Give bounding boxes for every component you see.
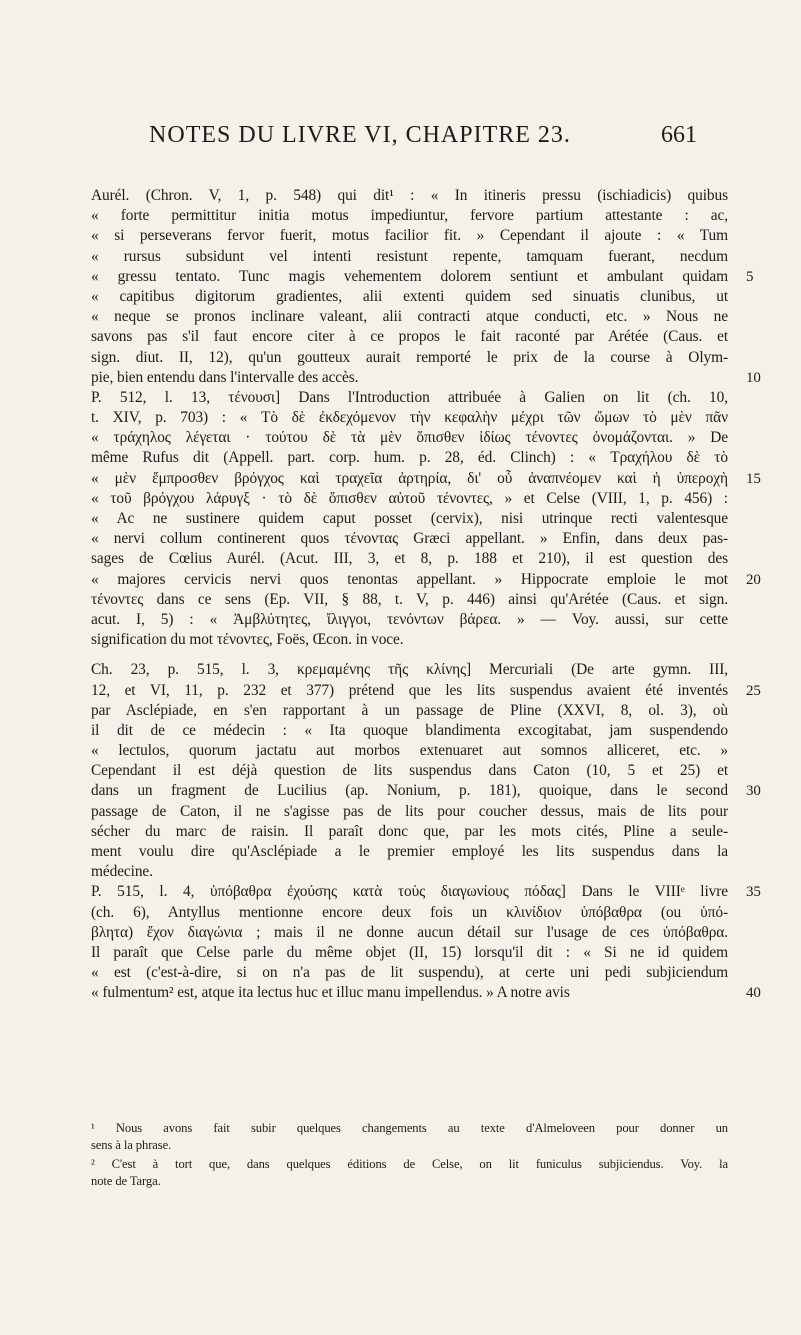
line-text: passage de Caton, il ne s'agisse pas de lits pour coucher dessus, mais de lits pour [91,802,728,820]
line-text: « neque se pronos inclinare valeant, alii contracti atque conducti, etc. » Nous ne [91,308,728,326]
line-number: 20 [746,571,761,588]
text-line [91,882,761,902]
line-text: « forte permittitur initia motus impediuntur, fervore partium attestante : ac, [91,207,728,225]
text-line [91,590,728,610]
line-text: « lectulos, quorum jactatu aut morbos extenuaret aut somnos alliceret, etc. » [91,742,728,760]
line-text: sécher du marc de raisin. Il paraît donc que, par les mots cités, Pline a seule- [91,822,728,840]
text-line [91,681,761,701]
text-line [91,267,754,287]
text-line [91,570,761,590]
text-line [91,287,728,307]
line-number: 25 [746,682,761,699]
text-line [91,610,728,630]
text-line [91,448,728,468]
line-text: P. 512, l. 13, τένουσι] Dans l'Introduction attribuée à Galien on lit (ch. 10, [91,388,728,406]
line-text: pie, bien entendu dans l'intervalle des accès. [91,368,359,386]
text-line [91,630,728,650]
text-line [91,307,728,327]
line-text: « Ac ne sustinere quidem caput posset (cervix), nisi utrinque recti valentesque [91,510,728,527]
line-number: 40 [746,985,761,1002]
line-text: « est (c'est-à-dire, si on n'a pas de lit suspendu), at certe uni pedi subjiciendum [91,964,728,982]
line-text: « si perseverans fervor fuerit, motus facilior fit. » Cependant il ajoute : « Tum [91,227,728,245]
line-text: « majores cervicis nervi quos tenontas appellant. » Hippocrate emploie le mot [91,570,728,588]
text-line [91,923,728,943]
text-line [91,489,728,509]
line-text: Cependant il est déjà question de lits suspendus dans Caton (10, 5 et 25) et [91,762,728,780]
text-line [91,822,728,842]
text-line [91,186,728,206]
text-line [91,428,728,448]
text-line [91,983,761,1003]
line-text: « gressu tentato. Tunc magis vehementem dolorem sentiunt et ambulant quidam [91,267,728,285]
line-text: « capitibus digitorum gradientes, alii extenti quidem sed sinuatis clunibus, ut [91,287,728,305]
line-text: acut. I, 5) : « Ἀμβλύτητες, ἴλιγγοι, τενόντων βάρεα. » — Voy. aussi, sur cette [91,610,728,628]
text-line [91,660,728,680]
text-line [91,247,728,267]
line-text: τένοντες dans ce sens (Ep. VII, § 88, t. V, p. 446) ainsi qu'Arétée (Caus. et sign. [91,590,728,608]
line-text: signification du mot τένοντες, Foës, Œcon. in voce. [91,631,404,649]
paragraph [91,660,761,1003]
line-text: savons pas s'il faut encore citer à ce propos le fait raconté par Arétée (Caus. et [91,328,728,346]
page-number: 661 [661,122,697,148]
text-line [91,368,761,388]
line-text: dans un fragment de Lucilius (ap. Nonium, p. 181), quoique, dans le second [91,782,728,800]
paragraph [91,186,761,650]
line-number: 5 [746,268,754,285]
footnote-line: note de Targa. [91,1174,161,1188]
text-line [91,348,728,368]
footnote [91,1156,728,1190]
text-line [91,802,728,822]
line-text: même Rufus dit (Appell. part. corp. hum. p. 28, éd. Clinch) : « Τραχήλου δὲ τὸ [91,449,728,467]
text-line [91,509,728,529]
text-line [91,529,728,549]
line-text: 12, et VI, 11, p. 232 et 377) prétend que les lits suspendus avaient été inventés [91,681,728,699]
footnote-line: ¹ Nous avons fait subir quelques changements au texte d'Almeloveen pour donner un [91,1121,728,1135]
line-number: 35 [746,884,761,901]
text-line [91,327,728,347]
text-line [91,943,728,963]
footnote [91,1120,728,1154]
text-line [91,701,728,721]
line-text: sages de Cœlius Aurél. (Acut. III, 3, et 8, p. 188 et 210), il est question des [91,550,728,568]
line-text: P. 515, l. 4, ὑπόβαθρα ἐχούσης κατὰ τοὺς διαγωνίους πόδας] Dans le VIIIᵉ livre [91,883,728,901]
line-text: « fulmentum² est, atque ita lectus huc et illuc manu impellendus. » A notre avis [91,984,570,1002]
line-text: ment voulu dire qu'Asclépiade a le premier employé les lits suspendus dans la [91,843,728,860]
text-line [91,206,728,226]
line-text: « nervi collum continerent quos τένοντας Græci appellant. » Enfin, dans deux pas- [91,530,728,548]
text-line [91,721,728,741]
line-text: par Asclépiade, en s'en rapportant à un passage de Pline (XXVI, 8, ol. 3), où [91,701,728,719]
footnotes [91,1120,728,1190]
text-line [91,903,728,923]
line-number: 15 [746,470,761,487]
line-text: t. XIV, p. 703) : « Τὸ δὲ ἐκδεχόμενον τὴν κεφαλὴν μέχρι τῶν ὤμων τὸ μὲν πᾶν [91,409,728,427]
line-text: Il paraît que Celse parle du même objet (II, 15) lorsqu'il dit : « Si ne id quidem [91,943,728,961]
line-text: « μὲν ἔμπροσθεν βρόγχος καὶ τραχεῖα ἀρτηρία, δι' οὗ ἀναπνέομεν καὶ ἡ ὑπεροχὴ [91,469,728,487]
text-line [91,226,728,246]
body-text [91,186,761,1004]
text-line [91,741,728,761]
text-line [91,388,728,408]
line-text: βλητα) ἔχον διαγώνια ; mais il ne donne aucun détail sur l'usage de ces ὑπόβαθρα. [91,923,728,941]
footnote-line: ² C'est à tort que, dans quelques éditions de Celse, on lit funiculus subjiciendus. Voy. la [91,1157,728,1171]
text-line [91,469,761,489]
text-line [91,408,728,428]
line-text: « rursus subsidunt vel intenti resistunt repente, tamquam fuerant, necdum [91,247,728,265]
line-number: 10 [746,369,761,386]
text-line [91,842,728,862]
line-text: (ch. 6), Antyllus mentionne encore deux fois un κλινίδιον ὑπόβαθρα (ou ὑπό- [91,903,728,921]
footnote-line: sens à la phrase. [91,1138,172,1152]
line-text: médecine. [91,863,153,881]
running-title: NOTES DU LIVRE VI, CHAPITRE 23. [149,122,571,148]
line-text: Aurél. (Chron. V, 1, p. 548) qui dit¹ : « In itineris pressu (ischiadicis) quibus [91,187,728,204]
line-text: sign. diut. II, 12), qu'un goutteux aurait remporté le prix de la course à Olym- [91,348,728,366]
line-number: 30 [746,783,761,800]
line-text: il dit de ce médecin : « Ita quoque blandimenta excogitabat, jam suspendendo [91,721,728,739]
line-text: « τοῦ βρόγχου λάρυγξ · τὸ δὲ ὄπισθεν αὐτοῦ τένοντες, » et Celse (VIII, 1, p. 456) : [91,489,728,507]
text-line [91,761,728,781]
text-line [91,862,728,882]
line-text: « τράχηλος λέγεται · τούτου δὲ τὰ μὲν ὄπισθεν ἰδίως τένοντες ὀνομάζονται. » De [91,429,728,447]
text-line [91,963,728,983]
text-line [91,781,761,801]
text-line [91,549,728,569]
line-text: Ch. 23, p. 515, l. 3, κρεμαμένης τῆς κλίνης] Mercuriali (De arte gymn. III, [91,661,728,679]
running-head [0,122,801,152]
